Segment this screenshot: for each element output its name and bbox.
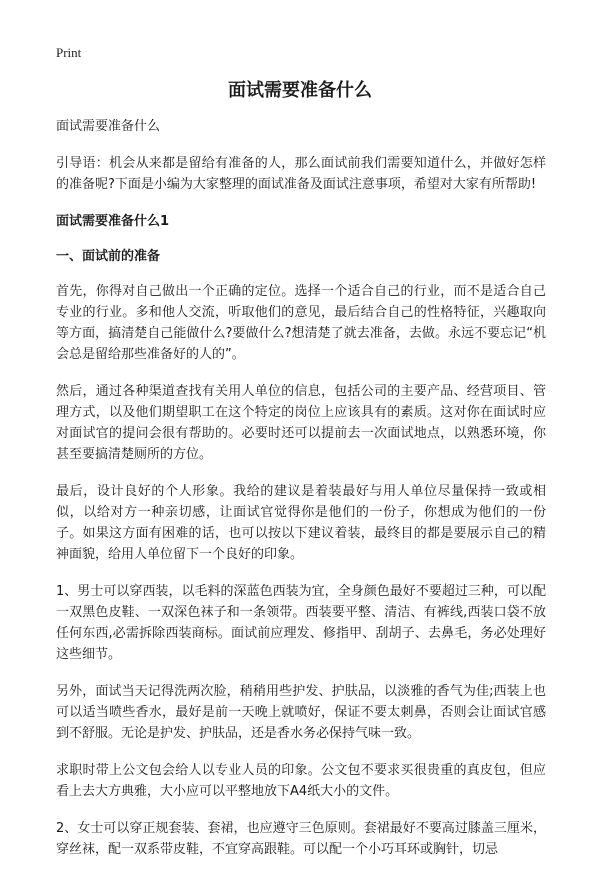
- paragraph: 另外，面试当天记得洗两次脸，稍稍用些护发、护肤品，以淡雅的香气为佳;西装上也可以适当喷些香水，最好是前一天晚上就喷好，保证不要太刺鼻，否则会让面试官感到不舒服。无论是护发、护肤品，还是香水务必保持气味一致。: [56, 684, 546, 741]
- page-title: 面试需要准备什么: [228, 80, 372, 101]
- article-body: [56, 116, 546, 876]
- article-subtitle: 面试需要准备什么: [56, 119, 161, 134]
- paragraph: 然后，通过各种渠道查找有关用人单位的信息，包括公司的主要产品、经营项目、管理方式，以及他们期望职工在这个特定的岗位上应该具有的素质。这对你在面试时应对面试官的提问会很有帮助的。必要时还可以提前去一次面试地点，以熟悉环境，你甚至要搞清楚厕所的方位。: [56, 384, 546, 462]
- paragraph: 最后，设计良好的个人形象。我给的建议是着装最好与用人单位尽量保持一致或相似，以给对方一种亲切感，让面试官觉得你是他们的一份子，你想成为他们的一份子。如果这方面有困难的话，也可以按以下建议着装，最终目的都是要展示自己的精神面貌，给用人单位留下一个良好的印象。: [56, 484, 546, 562]
- subsection-heading: 一、面试前的准备: [56, 249, 161, 264]
- paragraph: 求职时带上公文包会给人以专业人员的印象。公文包不要求买很贵重的真皮包，但应看上去大方典雅，大小应可以平整地放下A4纸大小的文件。: [56, 763, 546, 799]
- print-link[interactable]: Print: [56, 45, 82, 60]
- paragraph: 2、女士可以穿正规套装、套裙，也应遵守三色原则。套裙最好不要高过膝盖三厘米，穿丝袜，配一双系带皮鞋，不宜穿高跟鞋。可以配一个小巧耳环或胸针，切忌: [56, 821, 546, 857]
- paragraph: 1、男士可以穿西装，以毛料的深蓝色西装为宜，全身颜色最好不要超过三种，可以配一双黑色皮鞋、一双深色袜子和一条领带。西装要平整、清洁、有裤线,西装口袋不放任何东西,必需拆除西装商标。面试前应理发、修指甲、刮胡子、去鼻毛，务必处理好这些细节。: [56, 584, 546, 662]
- paragraph: 首先，你得对自己做出一个正确的定位。选择一个适合自己的行业，而不是适合自己专业的行业。多和他人交流，听取他们的意见，最后结合自己的性格特征，兴趣取向等方面，搞清楚自己能做什么?要做什么?想清楚了就去准备，去做。永远不要忘记“机会总是留给那些准备好的人的”。: [56, 284, 546, 362]
- intro-paragraph: 引导语：机会从来都是留给有准备的人，那么面试前我们需要知道什么，并做好怎样的准备呢?下面是小编为大家整理的面试准备及面试注意事项，希望对大家有所帮助!: [56, 156, 546, 192]
- section-heading: 面试需要准备什么1: [56, 214, 170, 229]
